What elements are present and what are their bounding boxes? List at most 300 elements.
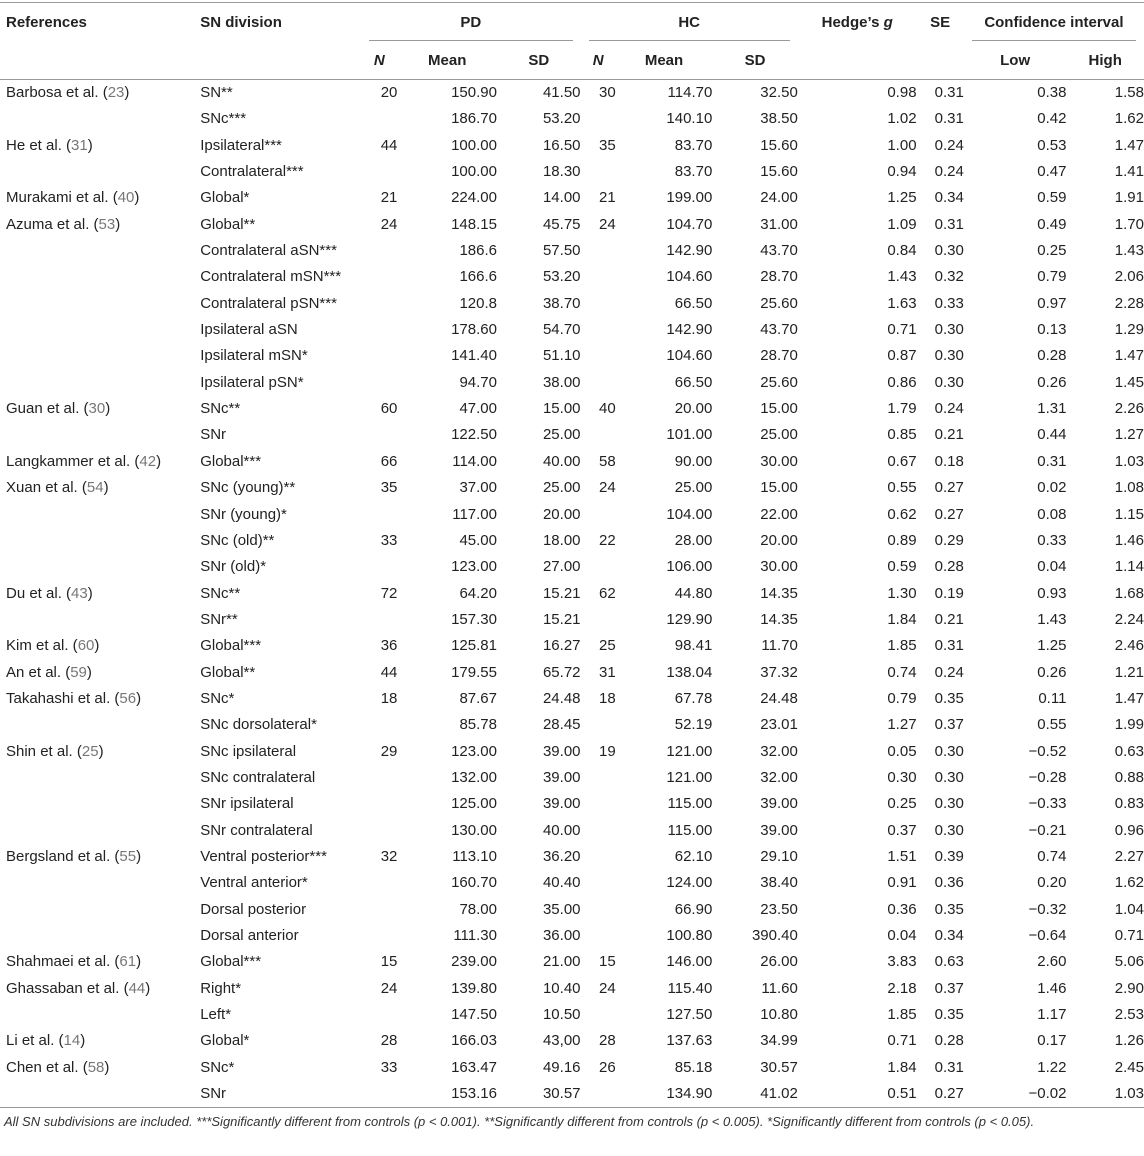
cell-sn-division: SN** bbox=[200, 84, 233, 101]
reference-number-link[interactable]: 23 bbox=[107, 84, 125, 101]
cell-ci-high: 1.04 bbox=[1114, 900, 1144, 918]
cell-sn-division: Contralateral aSN*** bbox=[200, 242, 337, 260]
cell-pd-mean: 47.00 bbox=[459, 400, 497, 418]
cell-se: 0.30 bbox=[934, 321, 964, 339]
table-row bbox=[0, 370, 1144, 396]
cell-se: 0.24 bbox=[934, 136, 964, 154]
cell-pd-sd: 40.00 bbox=[542, 452, 581, 470]
cell-pd-mean: 94.70 bbox=[459, 373, 497, 391]
cell-ci-high: 0.83 bbox=[1114, 795, 1144, 813]
cell-pd-sd: 15.21 bbox=[542, 584, 581, 602]
cell-se: 0.37 bbox=[934, 979, 964, 997]
cell-hc-sd: 34.99 bbox=[760, 1032, 798, 1050]
cell-pd-n bbox=[361, 607, 397, 633]
cell-ci-high: 1.14 bbox=[1114, 558, 1144, 576]
cell-pd-mean: 125.00 bbox=[451, 795, 497, 813]
cell-hedges-g: 0.05 bbox=[887, 742, 917, 760]
cell-hedges-g: 0.51 bbox=[887, 1085, 917, 1103]
cell-pd-mean: 100.00 bbox=[451, 163, 497, 181]
cell-hc-sd: 11.60 bbox=[761, 979, 798, 997]
cell-pd-n: 28 bbox=[380, 1032, 398, 1050]
cell-pd-sd: 57.50 bbox=[542, 242, 581, 260]
cell-pd-sd: 15.00 bbox=[542, 400, 581, 418]
cell-hc-n: 22 bbox=[599, 531, 616, 549]
cell-pd-mean: 132.00 bbox=[451, 768, 497, 786]
cell-hc-mean: 121.00 bbox=[666, 768, 713, 786]
cell-sn-division: Contralateral*** bbox=[200, 163, 304, 181]
cell-hc-n: 31 bbox=[599, 663, 616, 681]
cell-se: 0.24 bbox=[934, 400, 964, 418]
cell-ci-high: 1.45 bbox=[1114, 373, 1144, 391]
cell-hc-mean: 67.78 bbox=[674, 689, 713, 707]
cell-pd-mean: 64.20 bbox=[459, 584, 497, 602]
cell-hc-mean: 66.90 bbox=[674, 900, 713, 918]
cell-se: 0.30 bbox=[934, 768, 964, 786]
cell-hc-mean: 62.10 bbox=[674, 847, 713, 865]
cell-pd-mean: 139.80 bbox=[451, 979, 497, 997]
cell-ci-low: 0.49 bbox=[1037, 215, 1067, 233]
cell-se: 0.30 bbox=[934, 373, 964, 391]
cell-hedges-g: 1.85 bbox=[887, 637, 917, 655]
cell-hc-n: 24 bbox=[599, 479, 616, 497]
table-row bbox=[0, 1081, 1144, 1108]
cell-pd-n bbox=[361, 712, 397, 738]
cell-ci-high: 2.90 bbox=[1114, 979, 1144, 997]
cell-se: 0.34 bbox=[934, 927, 964, 944]
cell-hc-sd: 25.60 bbox=[760, 373, 798, 391]
cell-pd-mean: 150.90 bbox=[451, 84, 497, 101]
table-row bbox=[0, 976, 1144, 1002]
cell-ci-high: 1.15 bbox=[1114, 505, 1144, 523]
cell-sn-division: SNc** bbox=[200, 584, 241, 602]
cell-hc-sd: 22.00 bbox=[760, 505, 798, 523]
cell-pd-mean: 122.50 bbox=[451, 426, 497, 444]
table-row bbox=[0, 396, 1144, 422]
cell-hc-mean: 114.70 bbox=[667, 84, 713, 101]
cell-reference: Ghassaban et al. (44) bbox=[6, 979, 151, 997]
cell-ci-low: −0.32 bbox=[1028, 900, 1067, 918]
cell-pd-sd: 38.70 bbox=[542, 294, 581, 312]
cell-se: 0.24 bbox=[934, 663, 964, 681]
cell-hedges-g: 1.63 bbox=[887, 294, 917, 312]
cell-reference bbox=[0, 159, 198, 185]
cell-hc-mean: 101.00 bbox=[666, 426, 713, 444]
cell-pd-mean: 45.00 bbox=[459, 531, 497, 549]
cell-reference bbox=[0, 106, 198, 132]
cell-ci-low: 1.22 bbox=[1037, 1058, 1067, 1076]
cell-pd-sd: 18.30 bbox=[542, 163, 581, 181]
cell-hc-mean: 115.40 bbox=[667, 979, 713, 997]
col-pd-n: N bbox=[373, 51, 385, 69]
cell-hc-mean: 25.00 bbox=[674, 479, 713, 497]
cell-sn-division: SNr bbox=[200, 1085, 227, 1103]
col-hc-mean: Mean bbox=[644, 51, 684, 69]
cell-hc-sd: 14.35 bbox=[760, 584, 798, 602]
cell-se: 0.21 bbox=[934, 610, 964, 628]
cell-hc-n: 62 bbox=[599, 584, 616, 602]
table-row bbox=[0, 686, 1144, 712]
col-ci-low: Low bbox=[1000, 51, 1031, 69]
cell-hc-sd: 32.00 bbox=[760, 768, 798, 786]
table-row bbox=[0, 502, 1144, 528]
cell-hc-n bbox=[581, 554, 616, 580]
cell-hedges-g: 0.91 bbox=[887, 874, 917, 892]
reference-number-link[interactable]: 43 bbox=[71, 584, 88, 602]
table-row bbox=[0, 923, 1144, 949]
cell-pd-mean: 130.00 bbox=[451, 821, 497, 839]
table-row bbox=[0, 607, 1144, 633]
cell-hc-sd: 30.00 bbox=[760, 558, 798, 576]
cell-pd-sd: 14.00 bbox=[542, 189, 581, 207]
cell-reference: Azuma et al. (53) bbox=[6, 215, 121, 233]
cell-pd-mean: 186.70 bbox=[451, 110, 497, 128]
cell-pd-sd: 10.40 bbox=[542, 979, 581, 997]
cell-ci-high: 0.71 bbox=[1114, 927, 1144, 944]
cell-ci-high: 2.27 bbox=[1114, 847, 1144, 865]
cell-ci-high: 1.29 bbox=[1114, 321, 1144, 339]
cell-hc-n bbox=[581, 238, 616, 264]
cell-sn-division: Dorsal posterior bbox=[200, 900, 307, 918]
cell-hc-sd: 25.00 bbox=[760, 426, 798, 444]
cell-ci-high: 1.91 bbox=[1114, 189, 1144, 207]
cell-reference bbox=[0, 291, 198, 317]
cell-hc-mean: 100.80 bbox=[666, 927, 713, 944]
cell-pd-n: 35 bbox=[380, 479, 398, 497]
cell-hc-n bbox=[581, 818, 616, 844]
cell-reference bbox=[0, 870, 198, 896]
cell-ci-low: 1.25 bbox=[1037, 637, 1067, 655]
cell-se: 0.18 bbox=[934, 452, 964, 470]
cell-sn-division: SNr (young)* bbox=[200, 505, 287, 523]
cell-ci-low: 0.04 bbox=[1037, 558, 1067, 576]
cell-se: 0.37 bbox=[934, 716, 964, 734]
cell-reference bbox=[0, 317, 198, 343]
header-row-2 bbox=[0, 41, 1144, 80]
cell-hc-n: 18 bbox=[599, 689, 616, 707]
cell-ci-high: 1.47 bbox=[1114, 136, 1144, 154]
cell-hc-mean: 44.80 bbox=[674, 584, 713, 602]
cell-hc-mean: 142.90 bbox=[666, 321, 713, 339]
cell-pd-mean: 239.00 bbox=[451, 953, 497, 971]
cell-hedges-g: 0.84 bbox=[887, 242, 917, 260]
cell-hc-sd: 29.10 bbox=[760, 847, 798, 865]
cell-sn-division: Global*** bbox=[200, 452, 262, 470]
cell-hedges-g: 1.27 bbox=[887, 716, 917, 734]
cell-pd-mean: 186.6 bbox=[459, 242, 497, 260]
cell-hc-n bbox=[581, 607, 616, 633]
cell-ci-low: 0.59 bbox=[1037, 189, 1067, 207]
cell-ci-low: 0.42 bbox=[1037, 110, 1067, 128]
cell-se: 0.28 bbox=[934, 1032, 964, 1050]
cell-se: 0.32 bbox=[934, 268, 964, 286]
cell-sn-division: SNr bbox=[200, 426, 227, 444]
table-row bbox=[0, 818, 1144, 844]
cell-ci-high: 2.24 bbox=[1114, 610, 1144, 628]
cell-hedges-g: 1.84 bbox=[887, 1058, 917, 1076]
cell-sn-division: Global** bbox=[200, 215, 256, 233]
cell-hedges-g: 1.85 bbox=[887, 1006, 917, 1024]
cell-ci-high: 5.06 bbox=[1114, 953, 1144, 971]
cell-se: 0.30 bbox=[934, 347, 964, 365]
cell-ci-low: 0.02 bbox=[1037, 479, 1067, 497]
reference-number-link[interactable]: 55 bbox=[119, 847, 137, 865]
cell-sn-division: Ipsilateral mSN* bbox=[200, 347, 308, 365]
cell-ci-low: 0.55 bbox=[1037, 716, 1067, 734]
cell-hedges-g: 0.89 bbox=[887, 531, 917, 549]
cell-ci-high: 0.88 bbox=[1114, 768, 1144, 786]
cell-hc-n bbox=[581, 923, 616, 949]
cell-sn-division: Ventral posterior*** bbox=[200, 847, 327, 865]
cell-hc-mean: 85.18 bbox=[674, 1058, 713, 1076]
cell-pd-mean: 111.30 bbox=[453, 927, 497, 944]
cell-hedges-g: 0.85 bbox=[887, 426, 917, 444]
table-row bbox=[0, 791, 1144, 817]
cell-pd-mean: 78.00 bbox=[459, 900, 497, 918]
cell-hedges-g: 0.71 bbox=[887, 321, 917, 339]
cell-ci-high: 1.03 bbox=[1114, 452, 1144, 470]
cell-pd-mean: 120.8 bbox=[459, 294, 497, 312]
cell-ci-high: 1.21 bbox=[1114, 663, 1144, 681]
cell-ci-low: 0.53 bbox=[1037, 136, 1067, 154]
cell-pd-n: 44 bbox=[380, 136, 398, 154]
table-row bbox=[0, 133, 1144, 159]
cell-hc-sd: 28.70 bbox=[760, 347, 798, 365]
cell-pd-sd: 40.40 bbox=[542, 874, 581, 892]
cell-hc-sd: 39.00 bbox=[760, 795, 798, 813]
cell-sn-division: Contralateral pSN*** bbox=[200, 294, 337, 312]
cell-pd-mean: 147.50 bbox=[451, 1006, 497, 1024]
reference-number-link[interactable]: 25 bbox=[81, 742, 99, 760]
cell-sn-division: Global* bbox=[200, 189, 250, 207]
cell-hedges-g: 1.51 bbox=[887, 847, 917, 865]
cell-hedges-g: 0.71 bbox=[887, 1032, 917, 1050]
cell-sn-division: Ipsilateral pSN* bbox=[200, 373, 304, 391]
cell-reference: Xuan et al. (54) bbox=[6, 479, 109, 497]
cell-hedges-g: 1.84 bbox=[887, 610, 917, 628]
cell-sn-division: SNr** bbox=[200, 610, 238, 628]
col-sn-division: SN division bbox=[200, 13, 282, 31]
cell-hedges-g: 1.43 bbox=[887, 268, 917, 286]
cell-reference: Langkammer et al. (42) bbox=[6, 452, 162, 470]
cell-hc-sd: 37.32 bbox=[760, 663, 798, 681]
cell-pd-mean: 224.00 bbox=[451, 189, 497, 207]
cell-sn-division: Global*** bbox=[200, 953, 262, 971]
cell-pd-n bbox=[361, 291, 397, 317]
cell-pd-n: 33 bbox=[380, 531, 398, 549]
cell-hedges-g: 1.02 bbox=[887, 110, 917, 128]
cell-sn-division: Global** bbox=[200, 663, 256, 681]
cell-pd-n bbox=[361, 422, 397, 448]
cell-ci-high: 1.27 bbox=[1114, 426, 1144, 444]
table-footnote: All SN subdivisions are included. ***Significantly different from controls (p < 0.001). **Significantly different from controls (p < 0.005). *Significantly different from controls (p < 0.05). bbox=[4, 1114, 1035, 1130]
cell-pd-mean: 117.00 bbox=[452, 505, 497, 523]
cell-hedges-g: 0.37 bbox=[887, 821, 917, 839]
reference-number-link[interactable]: 56 bbox=[119, 689, 137, 707]
reference-number-link[interactable]: 44 bbox=[128, 979, 146, 997]
cell-hc-sd: 15.00 bbox=[760, 400, 798, 418]
cell-se: 0.27 bbox=[934, 1085, 964, 1103]
cell-hedges-g: 0.67 bbox=[887, 452, 917, 470]
cell-se: 0.35 bbox=[934, 1006, 964, 1024]
cell-hc-mean: 20.00 bbox=[674, 400, 713, 418]
cell-pd-sd: 49.16 bbox=[542, 1058, 581, 1076]
cell-sn-division: Contralateral mSN*** bbox=[200, 268, 342, 286]
cell-pd-n bbox=[361, 870, 397, 896]
cell-se: 0.31 bbox=[934, 1058, 964, 1076]
cell-hedges-g: 1.09 bbox=[887, 215, 917, 233]
cell-hc-mean: 83.70 bbox=[674, 136, 713, 154]
cell-reference bbox=[0, 370, 198, 396]
cell-hc-mean: 83.70 bbox=[674, 163, 713, 181]
cell-ci-low: 0.79 bbox=[1037, 268, 1067, 286]
reference-number-link[interactable]: 60 bbox=[77, 637, 95, 655]
reference-number-link[interactable]: 59 bbox=[70, 663, 87, 681]
cell-hc-sd: 43.70 bbox=[760, 321, 798, 339]
cell-se: 0.29 bbox=[934, 531, 964, 549]
cell-sn-division: SNc ipsilateral bbox=[200, 742, 297, 760]
reference-number-link[interactable]: 31 bbox=[71, 136, 88, 154]
table-row bbox=[0, 1055, 1144, 1081]
cell-ci-high: 1.70 bbox=[1114, 215, 1144, 233]
cell-hedges-g: 0.87 bbox=[887, 347, 917, 365]
table-row bbox=[0, 1002, 1144, 1028]
cell-pd-n bbox=[361, 554, 397, 580]
cell-se: 0.30 bbox=[934, 795, 964, 813]
cell-pd-mean: 123.00 bbox=[451, 558, 497, 576]
col-references: References bbox=[6, 13, 87, 31]
cell-hc-sd: 24.00 bbox=[760, 189, 798, 207]
cell-pd-n: 36 bbox=[380, 637, 398, 655]
cell-sn-division: SNc dorsolateral* bbox=[200, 716, 317, 734]
cell-hc-n bbox=[581, 159, 616, 185]
cell-pd-n: 66 bbox=[380, 452, 398, 470]
reference-number-link[interactable]: 58 bbox=[87, 1058, 105, 1076]
cell-se: 0.36 bbox=[934, 874, 964, 892]
cell-pd-mean: 125.81 bbox=[451, 637, 497, 655]
cell-hc-mean: 66.50 bbox=[674, 294, 713, 312]
reference-number-link[interactable]: 42 bbox=[139, 452, 157, 470]
cell-se: 0.30 bbox=[934, 821, 964, 839]
cell-se: 0.31 bbox=[934, 84, 964, 101]
cell-ci-low: 0.44 bbox=[1037, 426, 1067, 444]
cell-hc-mean: 115.00 bbox=[667, 821, 713, 839]
table-row bbox=[0, 212, 1144, 238]
cell-ci-low: 0.31 bbox=[1037, 452, 1067, 470]
reference-number-link[interactable]: 30 bbox=[88, 400, 106, 418]
cell-pd-n: 18 bbox=[380, 689, 398, 707]
table-row bbox=[0, 949, 1144, 975]
cell-ci-high: 1.41 bbox=[1114, 163, 1144, 181]
cell-ci-low: 2.60 bbox=[1037, 953, 1067, 971]
cell-ci-low: 0.17 bbox=[1037, 1032, 1067, 1050]
cell-sn-division: SNc (old)** bbox=[200, 531, 275, 549]
cell-hc-n bbox=[581, 791, 616, 817]
cell-pd-sd: 15.21 bbox=[542, 610, 581, 628]
cell-hc-mean: 129.90 bbox=[666, 610, 713, 628]
cell-reference: Chen et al. (58) bbox=[6, 1058, 110, 1076]
cell-pd-mean: 179.55 bbox=[451, 663, 497, 681]
table-row bbox=[0, 1028, 1144, 1054]
cell-pd-sd: 20.00 bbox=[542, 505, 581, 523]
cell-ci-low: 0.13 bbox=[1037, 321, 1067, 339]
cell-ci-high: 2.45 bbox=[1114, 1058, 1144, 1076]
reference-number-link[interactable]: 14 bbox=[63, 1032, 81, 1050]
cell-se: 0.31 bbox=[934, 637, 964, 655]
cell-hc-sd: 23.01 bbox=[760, 716, 798, 734]
cell-hc-n: 35 bbox=[599, 136, 616, 154]
cell-reference: Du et al. (43) bbox=[6, 584, 93, 602]
cell-reference bbox=[0, 791, 198, 817]
cell-ci-low: 0.74 bbox=[1037, 847, 1067, 865]
col-hc-n: N bbox=[592, 51, 604, 69]
cell-sn-division: SNr (old)* bbox=[200, 558, 267, 576]
cell-hedges-g: 0.98 bbox=[887, 84, 917, 101]
cell-ci-low: 1.17 bbox=[1037, 1006, 1067, 1024]
cell-sn-division: Dorsal anterior bbox=[200, 927, 299, 944]
cell-pd-sd: 21.00 bbox=[542, 953, 581, 971]
col-hc-sd: SD bbox=[744, 51, 766, 69]
reference-number-link[interactable]: 61 bbox=[119, 953, 137, 971]
table-row bbox=[0, 528, 1144, 554]
reference-number-link[interactable]: 40 bbox=[117, 189, 135, 207]
cell-hc-n bbox=[581, 317, 616, 343]
cell-pd-n: 29 bbox=[380, 742, 398, 760]
cell-ci-high: 1.43 bbox=[1114, 242, 1144, 260]
cell-hc-mean: 104.60 bbox=[666, 347, 713, 365]
cell-hc-n: 24 bbox=[599, 215, 616, 233]
table-row bbox=[0, 291, 1144, 317]
cell-hedges-g: 0.55 bbox=[887, 479, 917, 497]
col-se: SE bbox=[930, 13, 951, 31]
cell-hc-mean: 98.41 bbox=[674, 637, 713, 655]
cell-hc-sd: 15.60 bbox=[760, 136, 798, 154]
cell-sn-division: SNc* bbox=[200, 689, 235, 707]
cell-pd-sd: 40.00 bbox=[542, 821, 581, 839]
cell-pd-sd: 65.72 bbox=[542, 663, 581, 681]
cell-hc-mean: 90.00 bbox=[674, 452, 713, 470]
cell-hc-n bbox=[581, 1081, 616, 1108]
reference-number-link[interactable]: 54 bbox=[86, 479, 104, 497]
cell-ci-low: 0.97 bbox=[1037, 294, 1067, 312]
table-row bbox=[0, 633, 1144, 659]
cell-hedges-g: 3.83 bbox=[887, 953, 917, 971]
cell-hc-sd: 32.50 bbox=[760, 84, 798, 101]
cell-se: 0.28 bbox=[934, 558, 964, 576]
cell-hc-n: 30 bbox=[599, 84, 616, 101]
table-body bbox=[0, 80, 1144, 1108]
cell-pd-mean: 123.00 bbox=[451, 742, 497, 760]
cell-sn-division: Global*** bbox=[200, 637, 262, 655]
cell-hedges-g: 0.25 bbox=[887, 795, 917, 813]
cell-reference: Bergsland et al. (55) bbox=[6, 847, 142, 865]
cell-hc-n bbox=[581, 291, 616, 317]
cell-ci-high: 1.26 bbox=[1114, 1032, 1144, 1050]
cell-ci-high: 1.47 bbox=[1114, 689, 1144, 707]
cell-hc-mean: 66.50 bbox=[674, 373, 713, 391]
cell-hc-n bbox=[581, 264, 616, 290]
table-row bbox=[0, 317, 1144, 343]
cell-ci-low: 0.20 bbox=[1037, 874, 1067, 892]
reference-number-link[interactable]: 53 bbox=[98, 215, 116, 233]
cell-pd-sd: 18.00 bbox=[542, 531, 581, 549]
cell-hedges-g: 0.74 bbox=[887, 663, 917, 681]
cell-hc-sd: 26.00 bbox=[760, 953, 798, 971]
cell-ci-low: 0.11 bbox=[1038, 689, 1067, 707]
cell-ci-low: 0.26 bbox=[1037, 373, 1067, 391]
cell-hc-mean: 104.60 bbox=[666, 268, 713, 286]
cell-pd-n: 24 bbox=[380, 979, 398, 997]
cell-ci-high: 1.47 bbox=[1114, 347, 1144, 365]
